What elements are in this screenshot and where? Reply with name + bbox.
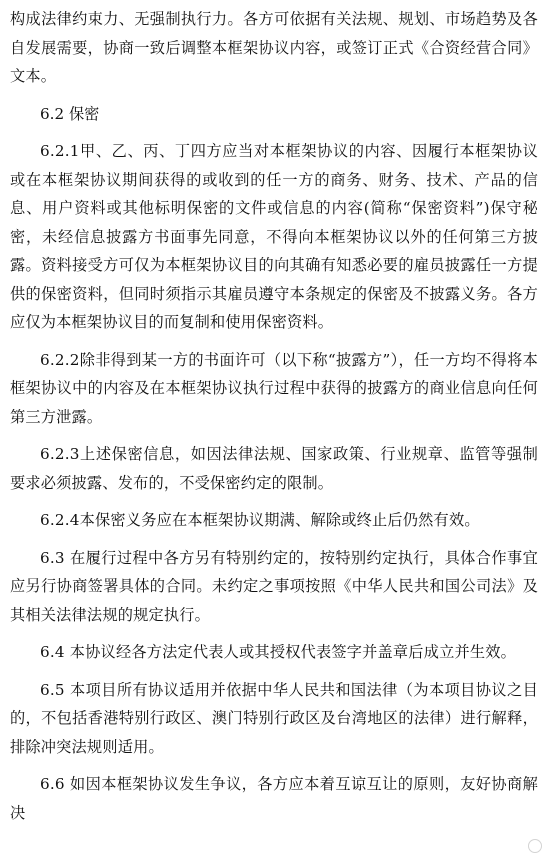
paragraph-6-5: 6.5 本项目所有协议适用并依据中华人民共和国法律（为本项目协议之目的，不包括香港特别行政区、澳门特别行政区及台湾地区的法律）进行解释，排除冲突法规则适用。 xyxy=(10,680,538,756)
paragraph-gap xyxy=(10,629,538,638)
paragraph-intro: 构成法律约束力、无强制执行力。各方可依据有关法规、规划、市场趋势及各自发展需要，协商一致后调整本框架协议内容，或签订正式《合资经营合同》文本。 xyxy=(10,10,538,85)
paragraph-6-2-2: 6.2.2除非得到某一方的书面许可（以下称“披露方”），任一方均不得将本框架协议中的内容及在本框架协议执行过程中获得的披露方的商业信息向任何第三方泄露。 xyxy=(10,350,538,426)
paragraph-gap xyxy=(10,91,538,100)
paragraph-6-2-4: 6.2.4本保密义务应在本框架协议期满、解除或终止后仍然有效。 xyxy=(40,511,480,529)
paragraph-gap xyxy=(10,497,538,506)
paragraph-gap xyxy=(10,761,538,770)
paragraph-gap xyxy=(10,128,538,137)
paragraph-gap xyxy=(10,667,538,676)
paragraph-6-3: 6.3 在履行过程中各方另有特别约定的，按特别约定执行，具体合作事宜应另行协商签署具体的合同。未约定之事项按照《中华人民共和国公司法》及其相关法律法规的规定执行。 xyxy=(10,548,538,624)
paragraph-6-2-1: 6.2.1甲、乙、丙、丁四方应当对本框架协议的内容、因履行本框架协议或在本框架协议期间获得的或收到的任一方的商务、财务、技术、产品的信息、用户资料或其他标明保密的文件或信息的内容(简称“保密资料”)保守秘密，未经信息披露方书面事先同意，不得向本框架协议以外的任何第三方披露。资料接受方可仅为本框架协议目的向其确有知悉必要的雇员披露任一方提供的保密资料，但同时须指示其雇员遵守本条规定的保密及不披露义务。各方应仅为本框架协议目的而复制和使用保密资料。 xyxy=(10,142,538,331)
watermark-circle-icon xyxy=(528,839,542,853)
paragraph-gap xyxy=(10,337,538,346)
paragraph-6-4: 6.4 本协议经各方法定代表人或其授权代表签字并盖章后成立并生效。 xyxy=(40,643,517,661)
paragraph-gap xyxy=(10,431,538,440)
paragraph-gap xyxy=(10,535,538,544)
paragraph-6-2-3: 6.2.3上述保密信息，如因法律法规、国家政策、行业规章、监管等强制要求必须披露、发布的，不受保密约定的限制。 xyxy=(10,445,538,492)
section-heading-6-2: 6.2 保密 xyxy=(40,104,100,123)
paragraph-6-6: 6.6 如因本框架协议发生争议，各方应本着互谅互让的原则，友好协商解决 xyxy=(10,775,538,822)
watermark-logo xyxy=(528,839,542,853)
